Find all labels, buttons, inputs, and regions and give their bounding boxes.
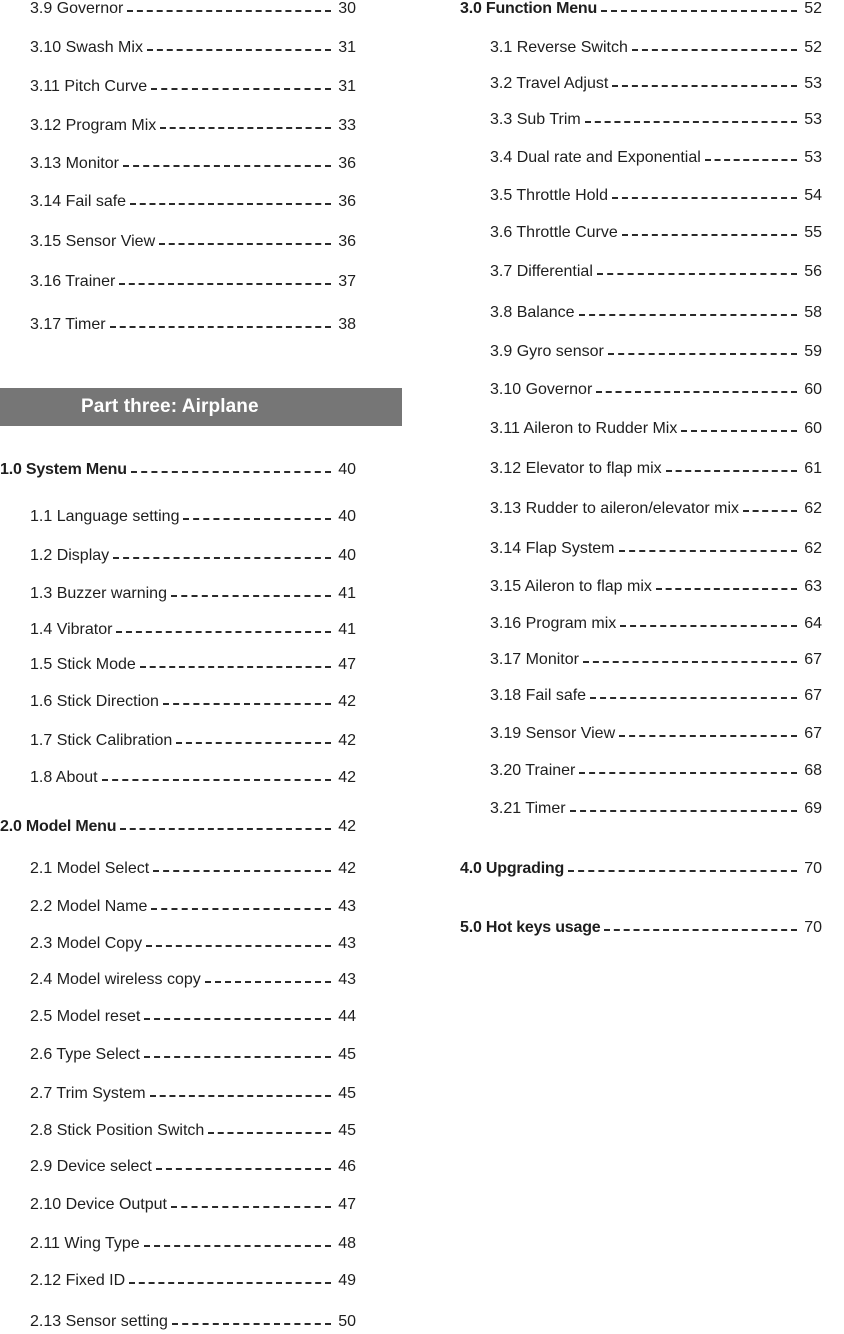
toc-entry-page: 61 xyxy=(804,460,822,477)
toc-entry-title: 3.20 Trainer xyxy=(490,762,576,779)
toc-entry-page: 60 xyxy=(804,381,822,398)
dot-leader xyxy=(183,518,331,520)
toc-entry-page: 36 xyxy=(338,193,356,210)
dot-leader xyxy=(144,1245,331,1247)
toc-entry-title: 3.16 Trainer xyxy=(30,273,116,290)
toc-entry-title: 1.8 About xyxy=(30,769,98,786)
toc-entry-title: 2.7 Trim System xyxy=(30,1085,146,1102)
dot-leader xyxy=(163,703,331,705)
toc-entry-title: 3.10 Swash Mix xyxy=(30,39,143,56)
toc-entry-page: 42 xyxy=(338,732,356,749)
dot-leader xyxy=(113,557,331,559)
toc-entry[interactable] xyxy=(0,1310,356,1334)
toc-entry-title: 3.8 Balance xyxy=(490,304,575,321)
dot-leader xyxy=(171,1206,331,1208)
dot-leader xyxy=(608,353,797,355)
dot-leader xyxy=(176,742,331,744)
toc-entry-title: 3.7 Differential xyxy=(490,263,593,280)
toc-entry-page: 37 xyxy=(338,273,356,290)
toc-entry[interactable] xyxy=(0,857,356,881)
dot-leader xyxy=(127,10,331,12)
toc-section-page: 40 xyxy=(338,461,356,478)
toc-entry[interactable] xyxy=(0,1005,356,1029)
toc-entry-title: 3.3 Sub Trim xyxy=(490,111,581,128)
dot-leader xyxy=(568,870,797,872)
toc-entry-title: 3.11 Pitch Curve xyxy=(30,78,148,95)
dot-leader xyxy=(619,550,798,552)
toc-entry-title: 3.9 Gyro sensor xyxy=(490,343,604,360)
toc-entry-title: 1.7 Stick Calibration xyxy=(30,732,173,749)
dot-leader xyxy=(159,243,331,245)
toc-entry-page: 47 xyxy=(338,1196,356,1213)
dot-leader xyxy=(585,121,797,123)
toc-entry-page: 63 xyxy=(804,578,822,595)
toc-entry-page: 44 xyxy=(338,1008,356,1025)
dot-leader xyxy=(153,870,331,872)
toc-entry-title: 3.17 Monitor xyxy=(490,651,579,668)
toc-entry-page: 47 xyxy=(338,656,356,673)
toc-entry-title: 2.12 Fixed ID xyxy=(30,1272,126,1289)
dot-leader xyxy=(579,772,797,774)
toc-entry-page: 40 xyxy=(338,547,356,564)
toc-entry[interactable] xyxy=(0,1119,356,1143)
toc-entry-page: 41 xyxy=(338,585,356,602)
toc-entry[interactable] xyxy=(460,417,822,441)
toc-entry-page: 46 xyxy=(338,1158,356,1175)
toc-section-title: 2.0 Model Menu xyxy=(0,818,117,835)
toc-entry-page: 64 xyxy=(804,615,822,632)
toc-entry[interactable] xyxy=(0,932,356,956)
toc-entry-page: 54 xyxy=(804,187,822,204)
toc-entry[interactable] xyxy=(0,152,356,176)
toc-entry-page: 49 xyxy=(338,1272,356,1289)
toc-entry-title: 3.15 Sensor View xyxy=(30,233,156,250)
dot-leader xyxy=(632,49,797,51)
toc-entry-title: 1.4 Vibrator xyxy=(30,621,113,638)
toc-entry[interactable] xyxy=(0,1082,356,1106)
dot-leader xyxy=(705,159,797,161)
dot-leader xyxy=(151,88,331,90)
toc-entry-title: 3.5 Throttle Hold xyxy=(490,187,608,204)
dot-leader xyxy=(151,908,331,910)
toc-section-title: 3.0 Function Menu xyxy=(460,0,598,17)
toc-entry[interactable] xyxy=(460,108,822,132)
toc-entry[interactable] xyxy=(460,759,822,783)
toc-entry-title: 3.13 Rudder to aileron/elevator mix xyxy=(490,500,740,517)
toc-entry[interactable] xyxy=(0,313,356,337)
toc-section-model-menu[interactable] xyxy=(0,815,356,839)
dot-leader xyxy=(102,779,331,781)
toc-entry-title: 3.14 Flap System xyxy=(490,540,615,557)
toc-entry-page: 52 xyxy=(804,39,822,56)
dot-leader xyxy=(205,981,331,983)
toc-entry-title: 3.18 Fail safe xyxy=(490,687,587,704)
toc-entry[interactable] xyxy=(0,0,356,21)
toc-entry-page: 30 xyxy=(338,0,356,17)
toc-entry-title: 2.9 Device select xyxy=(30,1158,152,1175)
toc-entry-title: 3.2 Travel Adjust xyxy=(490,75,609,92)
toc-entry-title: 3.17 Timer xyxy=(30,316,106,333)
toc-entry[interactable] xyxy=(460,146,822,170)
dot-leader xyxy=(601,10,797,12)
toc-entry-title: 3.11 Aileron to Rudder Mix xyxy=(490,420,678,437)
dot-leader xyxy=(666,470,797,472)
toc-entry[interactable] xyxy=(460,221,822,245)
dot-leader xyxy=(570,810,797,812)
dot-leader xyxy=(144,1056,331,1058)
toc-entry-page: 58 xyxy=(804,304,822,321)
toc-section-page: 52 xyxy=(804,0,822,17)
dot-leader xyxy=(147,49,331,51)
toc-entry-title: 3.6 Throttle Curve xyxy=(490,224,618,241)
toc-entry[interactable] xyxy=(460,537,822,561)
toc-entry-page: 53 xyxy=(804,149,822,166)
toc-entry-page: 62 xyxy=(804,540,822,557)
dot-leader xyxy=(583,661,797,663)
dot-leader xyxy=(130,203,331,205)
toc-entry-title: 3.19 Sensor View xyxy=(490,725,616,742)
dot-leader xyxy=(119,283,331,285)
toc-entry[interactable] xyxy=(0,690,356,714)
toc-entry[interactable] xyxy=(0,1232,356,1256)
toc-entry[interactable] xyxy=(0,190,356,214)
toc-entry[interactable] xyxy=(460,260,822,284)
dot-leader xyxy=(612,197,797,199)
toc-section-title: 5.0 Hot keys usage xyxy=(460,919,601,936)
dot-leader xyxy=(622,234,797,236)
toc-section-system-menu[interactable] xyxy=(0,458,356,482)
toc-entry[interactable] xyxy=(460,722,822,746)
toc-entry-page: 67 xyxy=(804,725,822,742)
dot-leader xyxy=(681,430,797,432)
toc-entry-title: 1.2 Display xyxy=(30,547,110,564)
toc-entry-page: 67 xyxy=(804,651,822,668)
toc-entry-title: 3.12 Elevator to flap mix xyxy=(490,460,662,477)
toc-entry[interactable] xyxy=(0,618,356,642)
toc-entry-title: 3.9 Governor xyxy=(30,0,124,17)
dot-leader xyxy=(596,391,797,393)
dot-leader xyxy=(171,595,331,597)
dot-leader xyxy=(116,631,331,633)
dot-leader xyxy=(123,165,331,167)
toc-entry-page: 31 xyxy=(338,78,356,95)
toc-entry-title: 1.6 Stick Direction xyxy=(30,693,159,710)
toc-entry[interactable] xyxy=(460,378,822,402)
toc-entry-title: 2.11 Wing Type xyxy=(30,1235,140,1252)
toc-entry[interactable] xyxy=(460,797,822,821)
dot-leader xyxy=(140,666,331,668)
toc-entry[interactable] xyxy=(460,340,822,364)
toc-entry[interactable] xyxy=(460,36,822,60)
toc-entry[interactable] xyxy=(0,968,356,992)
toc-entry[interactable] xyxy=(460,497,822,521)
dot-leader xyxy=(597,273,797,275)
toc-entry[interactable] xyxy=(0,729,356,753)
toc-entry-page: 45 xyxy=(338,1122,356,1139)
toc-entry-page: 31 xyxy=(338,39,356,56)
toc-entry-page: 60 xyxy=(804,420,822,437)
toc-entry-title: 2.13 Sensor setting xyxy=(30,1313,168,1330)
toc-entry-page: 42 xyxy=(338,769,356,786)
toc-entry[interactable] xyxy=(0,1043,356,1067)
toc-entry-title: 2.4 Model wireless copy xyxy=(30,971,201,988)
toc-entry-page: 67 xyxy=(804,687,822,704)
toc-entry[interactable] xyxy=(0,1155,356,1179)
toc-entry[interactable] xyxy=(460,457,822,481)
dot-leader xyxy=(656,588,797,590)
toc-entry[interactable] xyxy=(0,1193,356,1217)
toc-section-page: 70 xyxy=(804,860,822,877)
toc-entry[interactable] xyxy=(0,1269,356,1293)
part-banner-title: Part three: Airplane xyxy=(81,396,259,417)
dot-leader xyxy=(150,1095,331,1097)
toc-entry-page: 48 xyxy=(338,1235,356,1252)
toc-entry-title: 1.5 Stick Mode xyxy=(30,656,136,673)
toc-entry-page: 36 xyxy=(338,155,356,172)
toc-entry[interactable] xyxy=(460,575,822,599)
toc-entry-page: 42 xyxy=(338,860,356,877)
dot-leader xyxy=(160,127,331,129)
toc-entry[interactable] xyxy=(460,612,822,636)
toc-entry-page: 38 xyxy=(338,316,356,333)
toc-entry-page: 41 xyxy=(338,621,356,638)
toc-entry-page: 45 xyxy=(338,1085,356,1102)
toc-entry[interactable] xyxy=(0,36,356,60)
dot-leader xyxy=(743,510,797,512)
toc-entry-title: 2.6 Type Select xyxy=(30,1046,140,1063)
dot-leader xyxy=(172,1323,331,1325)
toc-entry[interactable] xyxy=(460,301,822,325)
dot-leader xyxy=(156,1168,331,1170)
toc-entry-title: 3.10 Governor xyxy=(490,381,593,398)
toc-entry[interactable] xyxy=(460,184,822,208)
toc-section-title: 4.0 Upgrading xyxy=(460,860,565,877)
dot-leader xyxy=(604,929,797,931)
part-banner xyxy=(0,388,402,426)
toc-entry-title: 3.14 Fail safe xyxy=(30,193,127,210)
toc-entry-title: 3.15 Aileron to flap mix xyxy=(490,578,652,595)
toc-entry-page: 45 xyxy=(338,1046,356,1063)
dot-leader xyxy=(612,85,797,87)
toc-entry-title: 3.1 Reverse Switch xyxy=(490,39,628,56)
toc-entry[interactable] xyxy=(0,895,356,919)
toc-entry-title: 1.1 Language setting xyxy=(30,508,180,525)
toc-entry-title: 1.3 Buzzer warning xyxy=(30,585,167,602)
dot-leader xyxy=(620,625,797,627)
dot-leader xyxy=(129,1282,331,1284)
toc-entry[interactable] xyxy=(460,684,822,708)
toc-entry[interactable] xyxy=(0,230,356,254)
toc-section-hot-keys[interactable] xyxy=(460,916,822,940)
toc-entry-page: 43 xyxy=(338,935,356,952)
dot-leader xyxy=(579,314,797,316)
toc-entry-page: 50 xyxy=(338,1313,356,1330)
toc-entry-title: 2.10 Device Output xyxy=(30,1196,167,1213)
dot-leader xyxy=(590,697,797,699)
dot-leader xyxy=(120,828,331,830)
toc-entry-page: 55 xyxy=(804,224,822,241)
dot-leader xyxy=(144,1018,331,1020)
dot-leader xyxy=(146,945,331,947)
toc-entry[interactable] xyxy=(0,270,356,294)
toc-entry-title: 3.4 Dual rate and Exponential xyxy=(490,149,701,166)
toc-entry-page: 68 xyxy=(804,762,822,779)
dot-leader xyxy=(619,735,797,737)
toc-entry-title: 3.13 Monitor xyxy=(30,155,119,172)
toc-entry-page: 33 xyxy=(338,117,356,134)
toc-entry-title: 3.16 Program mix xyxy=(490,615,617,632)
toc-entry-page: 53 xyxy=(804,111,822,128)
toc-entry[interactable] xyxy=(460,72,822,96)
dot-leader xyxy=(110,326,331,328)
toc-entry-title: 3.12 Program Mix xyxy=(30,117,157,134)
toc-entry[interactable] xyxy=(0,766,356,790)
toc-entry[interactable] xyxy=(460,648,822,672)
toc-entry-page: 62 xyxy=(804,500,822,517)
toc-entry-page: 69 xyxy=(804,800,822,817)
toc-entry-page: 40 xyxy=(338,508,356,525)
toc-entry-page: 42 xyxy=(338,693,356,710)
toc-entry-title: 2.3 Model Copy xyxy=(30,935,143,952)
toc-entry-title: 2.8 Stick Position Switch xyxy=(30,1122,205,1139)
toc-section-function-menu[interactable] xyxy=(460,0,822,21)
toc-section-title: 1.0 System Menu xyxy=(0,461,127,478)
toc-entry-page: 53 xyxy=(804,75,822,92)
dot-leader xyxy=(208,1132,331,1134)
toc-entry-title: 2.1 Model Select xyxy=(30,860,150,877)
toc-entry[interactable] xyxy=(0,544,356,568)
toc-entry[interactable] xyxy=(0,505,356,529)
toc-entry-title: 2.2 Model Name xyxy=(30,898,148,915)
toc-section-page: 42 xyxy=(338,818,356,835)
toc-entry[interactable] xyxy=(0,75,356,99)
toc-section-upgrading[interactable] xyxy=(460,857,822,881)
toc-entry-page: 59 xyxy=(804,343,822,360)
toc-entry-page: 56 xyxy=(804,263,822,280)
toc-entry-page: 43 xyxy=(338,971,356,988)
dot-leader xyxy=(131,471,331,473)
toc-entry[interactable] xyxy=(0,582,356,606)
toc-entry-page: 36 xyxy=(338,233,356,250)
toc-entry-title: 3.21 Timer xyxy=(490,800,566,817)
toc-section-page: 70 xyxy=(804,919,822,936)
toc-entry[interactable] xyxy=(0,114,356,138)
toc-entry-title: 2.5 Model reset xyxy=(30,1008,141,1025)
toc-entry-page: 43 xyxy=(338,898,356,915)
toc-entry[interactable] xyxy=(0,653,356,677)
